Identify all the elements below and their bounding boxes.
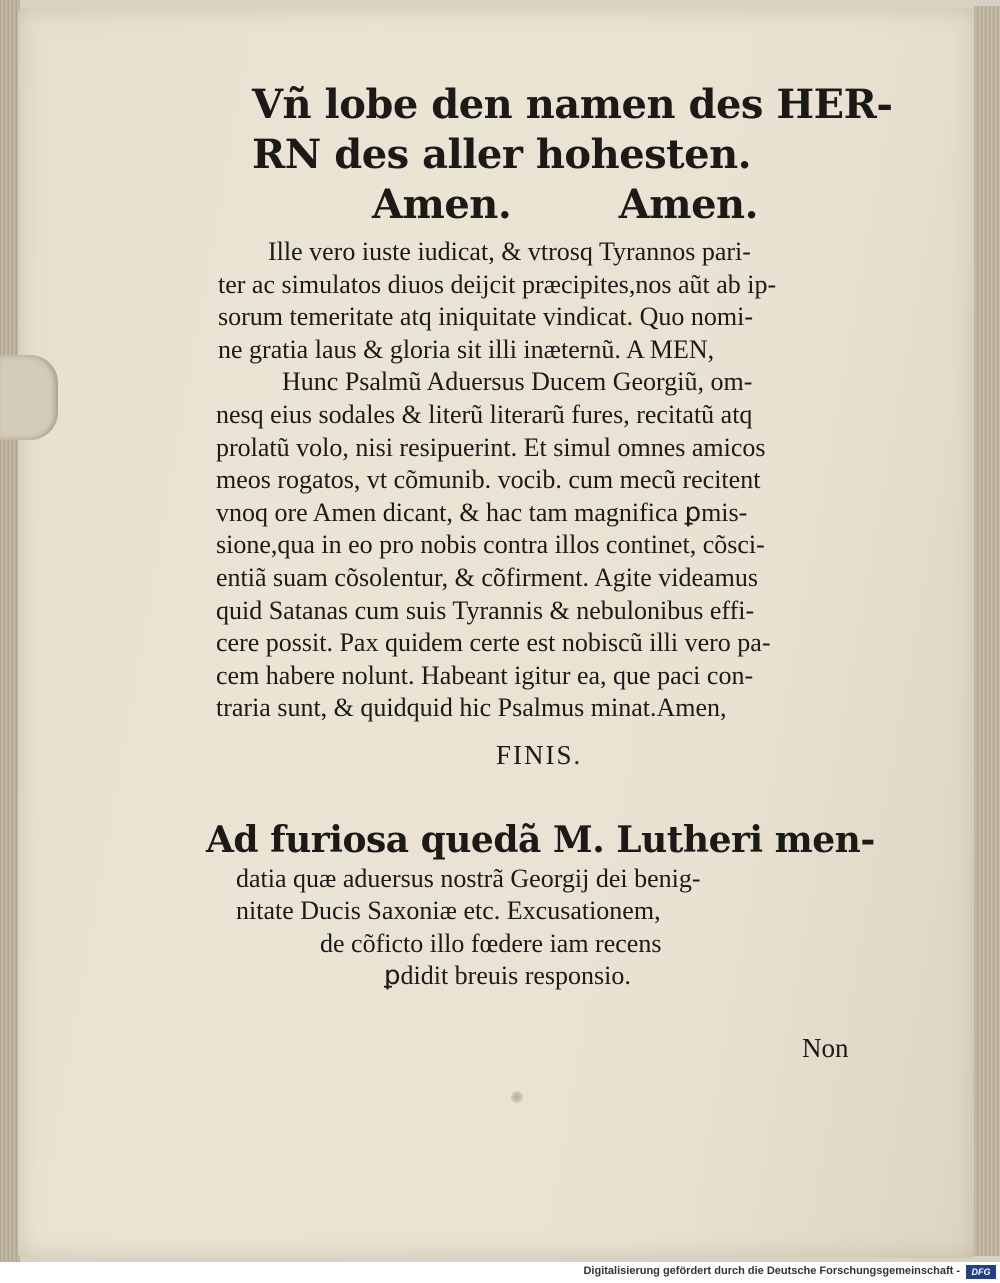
heading-line: Amen. Amen. <box>372 181 759 228</box>
page-edges-left <box>0 0 20 1262</box>
page-edges-right <box>974 6 1000 1256</box>
binding-tab <box>0 355 58 440</box>
paper-blot <box>511 1091 523 1103</box>
body-line: prolatũ volo, nisi resipuerint. Et simul omnes amicos <box>216 432 766 462</box>
body-line: cem habere nolunt. Habeant igitur ea, que paci con- <box>216 660 754 690</box>
body-line: entiã suam cõsolentur, & cõfirment. Agite videamus <box>216 562 758 592</box>
body-line: vnoq ore Amen dicant, & hac tam magnifica ꝑmis- <box>216 497 748 527</box>
heading-line: Vñ lobe den namen des HER- <box>252 81 893 128</box>
heading-line: RN des aller hohesten. <box>252 131 752 178</box>
body-line: cere possit. Pax quidem certe est nobiscũ illi vero pa- <box>216 628 771 658</box>
body-line: meos rogatos, vt cõmunib. vocib. cum mecũ recitent <box>216 465 761 495</box>
body-line: traria sunt, & quidquid hic Psalmus minat.Amen, <box>216 693 727 723</box>
main-text-block <box>200 80 893 993</box>
sub-line: ꝑdidit breuis responsio. <box>384 961 631 991</box>
body-line: Ille vero iuste iudicat, & vtrosq Tyrannos pari- <box>268 237 751 266</box>
sub-line: datia quæ aduersus nostrã Georgij dei benig- <box>236 863 701 893</box>
body-line: ter ac simulatos diuos deijcit præcipites,nos aũt ab ip- <box>218 269 777 299</box>
body-line: ne gratia laus & gloria sit illi inæternũ. A MEN, <box>218 334 715 364</box>
footer-credit: Digitalisierung gefördert durch die Deutsche Forschungsgemeinschaft - <box>583 1265 960 1277</box>
sub-line: nitate Ducis Saxoniæ etc. Excusationem, <box>236 896 661 926</box>
sub-line: de cõficto illo fœdere iam recens <box>320 928 662 958</box>
finis-label: FINIS. <box>496 739 583 770</box>
body-line: Hunc Psalmũ Aduersus Ducem Georgiũ, om- <box>282 367 753 397</box>
body-line: sione,qua in eo pro nobis contra illos continet, cõsci- <box>216 530 765 560</box>
body-line: sorum temeritate atq iniquitate vindicat. Quo nomi- <box>218 302 754 332</box>
dfg-logo-icon: DFG <box>966 1265 996 1279</box>
sub-heading: Ad furiosa quedã M. Lutheri men- <box>206 818 875 861</box>
body-line: nesq eius sodales & literũ literarũ fures, recitatũ atq <box>216 399 753 429</box>
footer-bar <box>0 1262 1000 1283</box>
body-line: quid Satanas cum suis Tyrannis & nebulonibus effi- <box>216 595 755 625</box>
catchword: Non <box>802 1033 849 1063</box>
